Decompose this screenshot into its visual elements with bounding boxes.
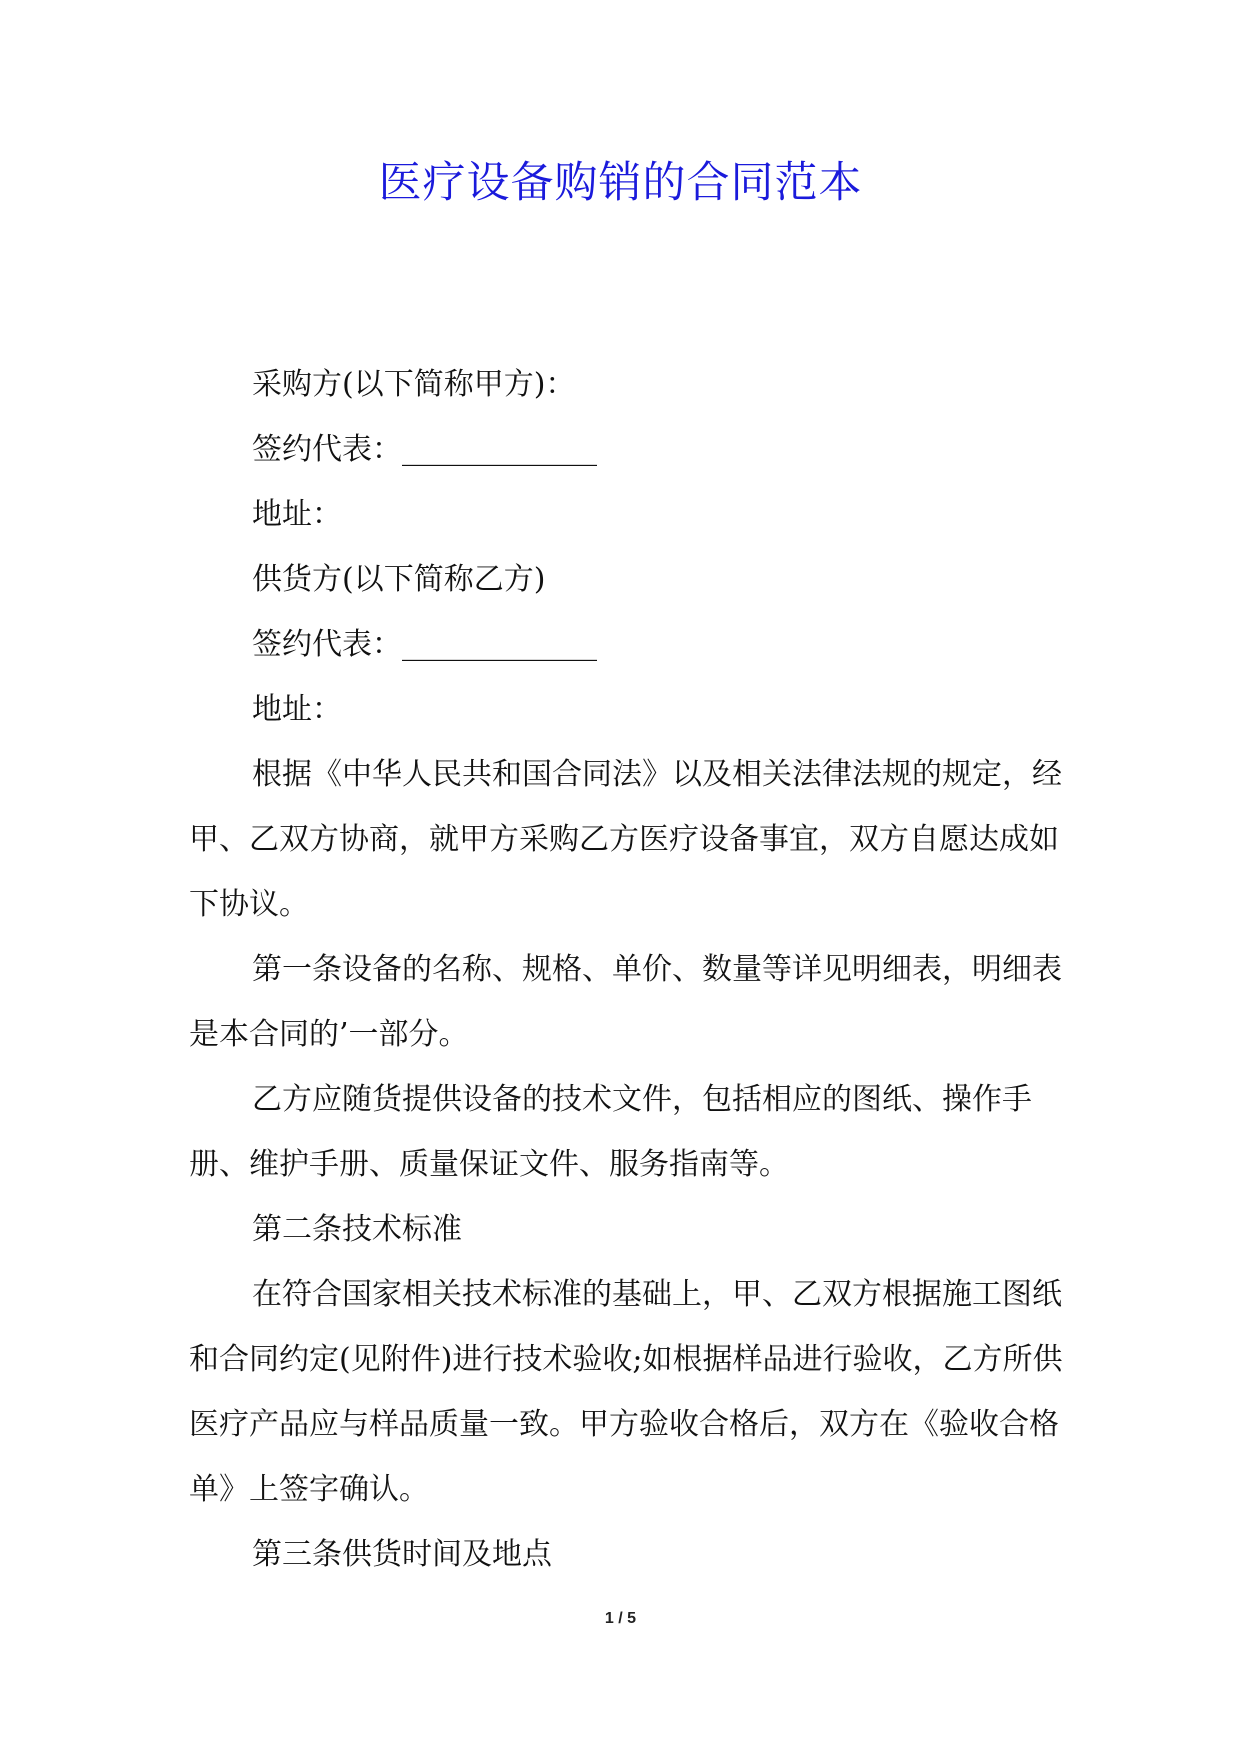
- paragraph-technical-documents: 乙方应随货提供设备的技术文件，包括相应的图纸、操作手册、维护手册、质量保证文件、服务指南等。: [189, 1082, 1032, 1182]
- heading-article-two: 第二条技术标准: [252, 1212, 462, 1247]
- heading-article-three: 第三条供货时间及地点: [252, 1537, 552, 1572]
- paragraph-supplier-representative: 签约代表：_____________: [252, 627, 597, 662]
- document-body: [189, 352, 1069, 1587]
- paragraph-buyer-address: 地址：: [252, 497, 342, 532]
- paragraph-article-one: 第一条设备的名称、规格、单价、数量等详见明细表，明细表是本合同的’一部分。: [189, 952, 1062, 1052]
- paragraph-buyer-representative: 签约代表：_____________: [252, 432, 597, 467]
- paragraph-buyer: 采购方(以下简称甲方)：: [252, 367, 576, 402]
- paragraph-supplier: 供货方(以下简称乙方): [252, 562, 546, 597]
- paragraph-technical-acceptance: 在符合国家相关技术标准的基础上，甲、乙双方根据施工图纸和合同约定(见附件)进行技术验收;如根据样品进行验收，乙方所供医疗产品应与样品质量一致。甲方验收合格后，双方在《验收合格单》上签字确认。: [189, 1277, 1063, 1507]
- paragraph-preamble: 根据《中华人民共和国合同法》以及相关法律法规的规定，经甲、乙双方协商，就甲方采购乙方医疗设备事宜，双方自愿达成如下协议。: [189, 757, 1062, 922]
- document-title: 医疗设备购销的合同范本: [378, 158, 863, 208]
- page-number: 1 / 5: [604, 1610, 637, 1627]
- paragraph-supplier-address: 地址：: [252, 692, 342, 727]
